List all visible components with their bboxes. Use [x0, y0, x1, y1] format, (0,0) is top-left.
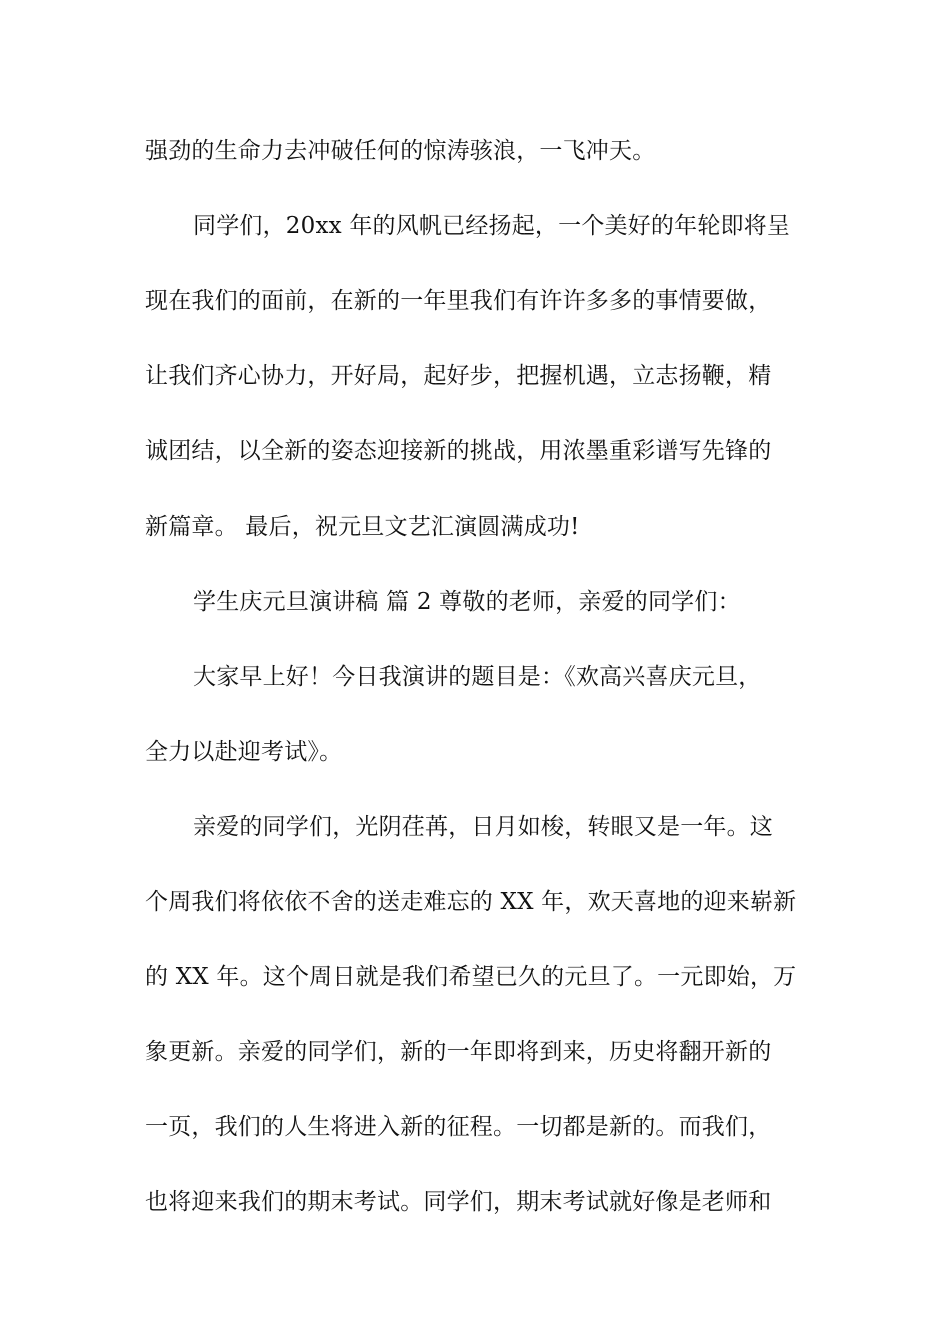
- text-line-13: 象更新。亲爱的同学们，新的一年即将到来，历史将翻开新的: [145, 1039, 772, 1065]
- text-line-3: 现在我们的面前，在新的一年里我们有许许多多的事情要做，: [145, 288, 772, 314]
- text-line-6: 新篇章。 最后，祝元旦文艺汇演圆满成功!: [145, 514, 580, 540]
- text-line-14: 一页，我们的人生将进入新的征程。一切都是新的。而我们，: [145, 1114, 772, 1140]
- text-line-12: 的 XX 年。这个周日就是我们希望已久的元旦了。一元即始，万: [145, 964, 797, 990]
- text-line-15: 也将迎来我们的期末考试。同学们，期末考试就好像是老师和: [145, 1189, 772, 1215]
- text-line-11: 个周我们将依依不舍的送走难忘的 XX 年，欢天喜地的迎来崭新: [145, 889, 797, 915]
- text-line-4: 让我们齐心协力，开好局，起好步，把握机遇，立志扬鞭，精: [145, 363, 772, 389]
- text-line-9: 全力以赴迎考试》。: [145, 739, 343, 765]
- text-line-8: 大家早上好！今日我演讲的题目是：《欢高兴喜庆元旦，: [193, 664, 762, 690]
- text-line-1: 强劲的生命力去冲破任何的惊涛骇浪，一飞冲天。: [145, 138, 656, 164]
- text-line-2: 同学们，20xx 年的风帆已经扬起，一个美好的年轮即将呈: [193, 213, 791, 239]
- text-line-10: 亲爱的同学们，光阴荏苒，日月如梭，转眼又是一年。这: [193, 814, 773, 840]
- text-line-5: 诚团结，以全新的姿态迎接新的挑战，用浓墨重彩谱写先锋的: [145, 438, 772, 464]
- text-line-7: 学生庆元旦演讲稿 篇 2 尊敬的老师，亲爱的同学们：: [193, 589, 741, 615]
